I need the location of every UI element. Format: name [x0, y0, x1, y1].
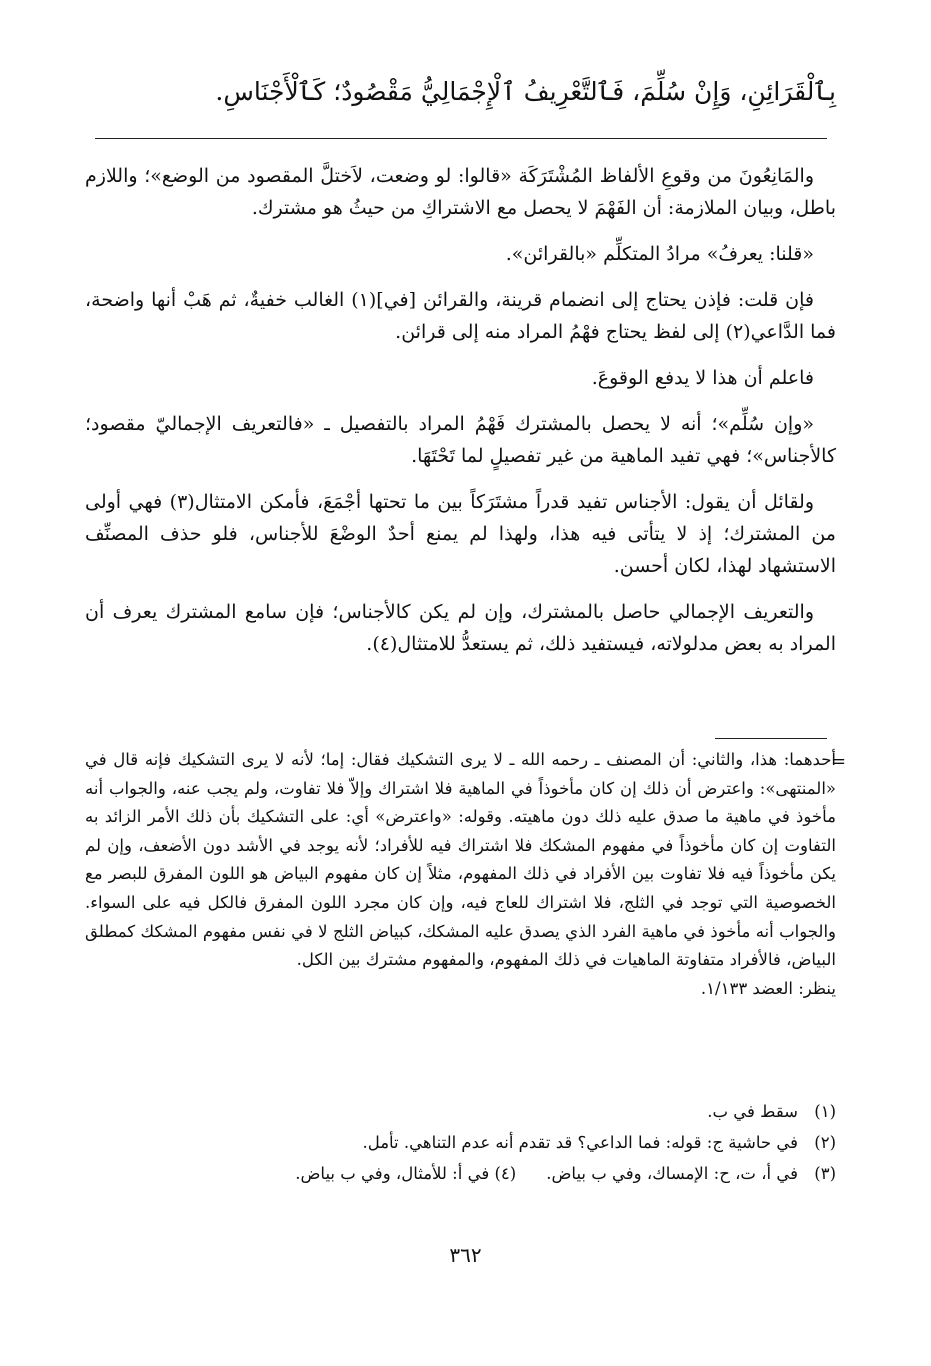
paragraph: فاعلم أن هذا لا يدفع الوقوعَ.: [591, 367, 814, 389]
footnote-text: في أ، ت، ح: الإمساك، وفي ب بياض.: [546, 1164, 798, 1183]
paragraph: والمَانِعُونَ من وقوعِ الألفاظ المُشْتَرَكَة «قالوا: لو وضعت، لاَختلَّ المقصود من الوضع»؛ واللازم باطل، وبيان الملازمة: أن الفَهْمَ لا يحصل مع الاشتراكِ من حيثُ هو مشترك.: [85, 165, 836, 219]
footnote-continuation: [85, 746, 836, 1003]
footnotes: [85, 1096, 836, 1189]
paragraph: ولقائل أن يقول: الأجناس تفيد قدراً مشتَرَكاً بين ما تحتها أجْمَعَ، فأمكن الامتثال(٣) فهي أولى من المشترك؛ إذ لا يتأتى فيه هذا، ولهذا لم يمنع أحدٌ الوضْعَ للأجناس، فلو حذف المصنِّف الاستشهاد لهذا، لكان أحسن.: [85, 491, 836, 577]
footnote-continuation-text: أحدهما: هذا، والثاني: أن المصنف ـ رحمه الله ـ لا يرى التشكيك فقال: إما؛ لأنه لا يرى التشكيك فإنه قال في «المنتهى»: واعترض أن ذلك إن كان مأخوذاً في الماهية فلا اشتراك وإلاّ فلا تفاوت، ولم يجب عنه، والجواب أنه مأخوذ في ماهية ما صدق عليه ذلك دون ماهيته. وقوله: «واعترض» أي: على التشكيك بأن ذلك الأمر الزائد به التفاوت إن كان مأخوذاً في مفهوم المشكك فلا اشتراك فيه للأفراد؛ لأنه يوجد في الأشد دون الأضعف، وإن لم يكن مأخوذاً فيه فلا تفاوت بين الأفراد في ذلك المفهوم، مثلاً إن كان مفهوم البياض هو اللون المفرق للبصر مع الخصوصية التي توجد في الثلج، فلا اشتراك للعاج فيه، وإن كان مجرد اللون المفرق فالكل فيه على السواء. والجواب أنه مأخوذ في ماهية الفرد الذي يصدق عليه المشكك، كبياض الثلج لا في نفس مفهوم المشكك كمطلق البياض، فالأفراد متفاوتة الماهيات في ذلك المفهوم، والمفهوم مشترك بين الكل.: [85, 750, 836, 970]
footnote: [85, 1158, 836, 1189]
paragraph: «وإن سُلِّم»؛ أنه لا يحصل بالمشترك فَهْمُ المراد بالتفصيل ـ «فالتعريف الإجماليّ مقصود؛ كالأجناس»؛ فهي تفيد الماهية من غير تفصيلٍ لما تَحْتَهَا.: [85, 413, 836, 467]
paragraph: والتعريف الإجمالي حاصل بالمشترك، وإن لم يكن كالأجناس؛ فإن سامع المشترك يعرف أن المراد به بعض مدلولاته، فيستفيد ذلك، ثم يستعدُّ للامتثال(٤).: [85, 601, 836, 655]
footnote: [85, 1127, 836, 1158]
footnote-number: (٣): [814, 1164, 836, 1183]
footnote-number: (٢): [814, 1133, 836, 1152]
footnote-number: (١): [814, 1102, 836, 1121]
matn-divider: [95, 138, 827, 139]
paragraph: «قلنا: يعرفُ» مرادُ المتكلِّم «بالقرائن».: [505, 243, 814, 265]
paragraph: فإن قلت: فإذن يحتاج إلى انضمام قرينة، والقرائن [في](١) الغالب خفيةٌ، ثم هَبْ أنها واضحة، فما الدَّاعي(٢) إلى لفظ يحتاج فهْمُ المراد منه إلى قرائن.: [85, 289, 836, 343]
footnote-divider: [715, 738, 827, 739]
page-number: ٣٦٢: [449, 1243, 482, 1267]
footnote-text: سقط في ب.: [707, 1102, 798, 1121]
footnote-text: في حاشية ج: قوله: فما الداعي؟ قد تقدم أنه عدم التناهي. تأمل.: [362, 1133, 798, 1152]
footnote: [85, 1096, 836, 1127]
footnote-text: في أ: للأمثال، وفي ب بياض.: [295, 1164, 490, 1183]
matn-text: بِٱلْقَرَائِنِ، وَإِنْ سُلِّمَ، فَٱلتَّعْرِيفُ ٱلْإِجْمَالِيُّ مَقْصُودٌ؛ كَٱلْأَجْنَاسِ.: [215, 77, 836, 106]
continuation-mark: =: [831, 751, 847, 772]
footnote-number: (٤): [494, 1164, 517, 1183]
commentary-body: [85, 160, 836, 674]
footnote-reference: ينظر: العضد ١/١٣٣.: [700, 978, 836, 998]
